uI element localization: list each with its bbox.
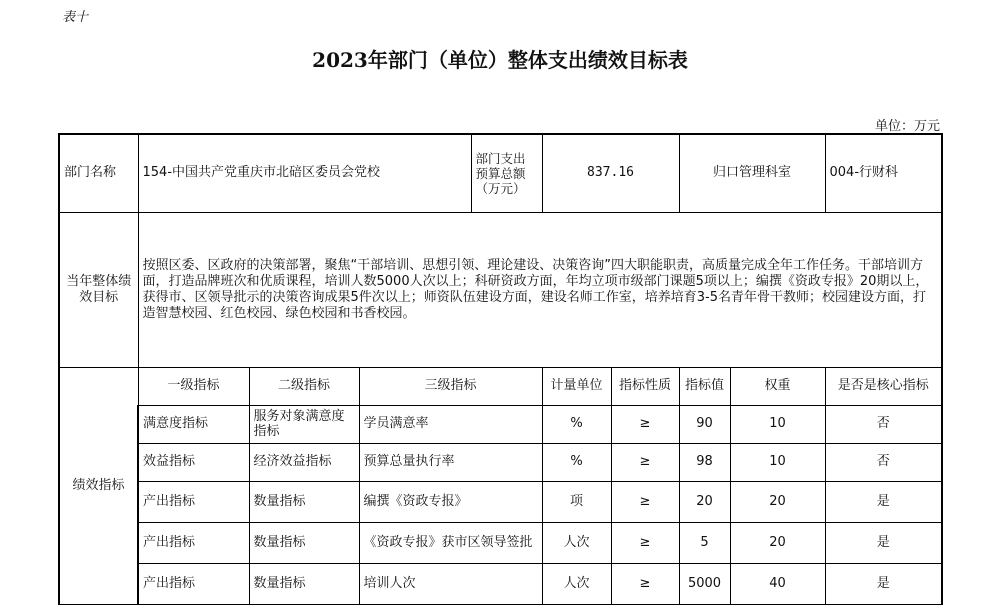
performance-goal-table [58,133,943,605]
annual-goal-label: 当年整体绩效目标 [59,213,138,368]
managing-office-value: 004-行财科 [825,134,942,213]
cell-nature: ≥ [611,406,679,444]
cell-unit: % [542,406,611,444]
header-unit: 计量单位 [542,368,611,406]
cell-level1: 产出指标 [138,482,249,523]
cell-nature: ≥ [611,444,679,482]
cell-unit: 人次 [542,523,611,564]
annual-goal-text: 按照区委、区政府的决策部署，聚焦“干部培训、思想引领、理论建设、决策咨询”四大职能职责，高质量完成全年工作任务。干部培训方面，打造品牌班次和优质课程，培训人数5000人次以上；科研资政方面，年均立项市级部门课题5项以上；编撰《资政专报》20期以上，获得市、区领导批示的决策咨询成果5件次以上；师资队伍建设方面，建设名师工作室，培养培育3-5名青年骨干教师；校园建设方面，打造智慧校园、红色校园、绿色校园和书香校园。 [138,213,942,368]
cell-nature: ≥ [611,564,679,605]
header-level3: 三级指标 [359,368,542,406]
cell-core: 否 [825,406,942,444]
cell-level2: 数量指标 [249,564,359,605]
cell-value: 20 [679,482,730,523]
cell-value: 5000 [679,564,730,605]
managing-office-label: 归口管理科室 [679,134,825,213]
cell-level2: 经济效益指标 [249,444,359,482]
page-title: 2023年部门（单位）整体支出绩效目标表 [312,48,688,72]
cell-level3: 培训人次 [359,564,542,605]
cell-weight: 10 [730,406,825,444]
table-row [59,444,942,482]
cell-level1: 满意度指标 [138,406,249,444]
header-weight: 权重 [730,368,825,406]
annual-goal-row [59,213,942,368]
header-level1: 一级指标 [138,368,249,406]
header-nature: 指标性质 [611,368,679,406]
cell-core: 否 [825,444,942,482]
cell-level3: 预算总量执行率 [359,444,542,482]
cell-unit: % [542,444,611,482]
cell-value: 5 [679,523,730,564]
indicator-header-row [59,368,942,406]
department-name-label: 部门名称 [59,134,138,213]
cell-level3: 《资政专报》获市区领导签批 [359,523,542,564]
cell-unit: 人次 [542,564,611,605]
department-name-value: 154-中国共产党重庆市北碚区委员会党校 [138,134,471,213]
cell-value: 90 [679,406,730,444]
table-row [59,406,942,444]
cell-level3: 学员满意率 [359,406,542,444]
cell-core: 是 [825,564,942,605]
table-row [59,523,942,564]
page-label: 表十 [62,10,89,25]
department-row [59,134,942,213]
cell-core: 是 [825,523,942,564]
cell-weight: 40 [730,564,825,605]
cell-level1: 产出指标 [138,523,249,564]
cell-level3: 编撰《资政专报》 [359,482,542,523]
cell-weight: 10 [730,444,825,482]
cell-weight: 20 [730,523,825,564]
budget-total-label: 部门支出预算总额（万元） [471,134,542,213]
cell-unit: 项 [542,482,611,523]
cell-core: 是 [825,482,942,523]
header-value: 指标值 [679,368,730,406]
indicators-section-label: 绩效指标 [59,368,138,605]
header-core: 是否是核心指标 [825,368,942,406]
cell-level1: 效益指标 [138,444,249,482]
cell-level2: 服务对象满意度指标 [249,406,359,444]
cell-level2: 数量指标 [249,482,359,523]
cell-level2: 数量指标 [249,523,359,564]
table-row [59,564,942,605]
cell-nature: ≥ [611,482,679,523]
table-row [59,482,942,523]
budget-total-value: 837.16 [542,134,679,213]
cell-nature: ≥ [611,523,679,564]
header-level2: 二级指标 [249,368,359,406]
cell-level1: 产出指标 [138,564,249,605]
unit-label: 单位：万元 [874,119,940,134]
cell-value: 98 [679,444,730,482]
cell-weight: 20 [730,482,825,523]
